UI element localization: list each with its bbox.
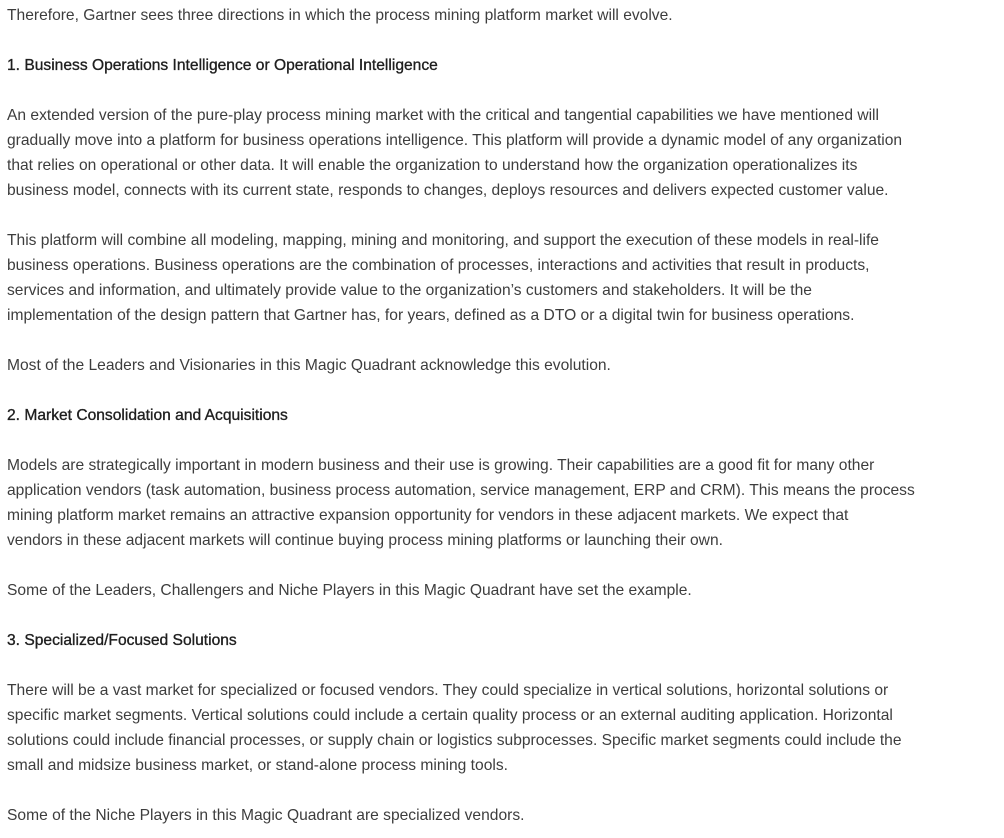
section-1-paragraph-2 bbox=[7, 203, 997, 328]
text-line: solutions could include financial processes, or supply chain or logistics subprocesses. Specific market segments could include the bbox=[7, 732, 902, 749]
text-line: application vendors (task automation, business process automation, service management, ERP and CRM). This means the process bbox=[7, 482, 915, 499]
text-line: Some of the Niche Players in this Magic Quadrant are specialized vendors. bbox=[7, 807, 525, 824]
section-2-paragraph-1 bbox=[7, 428, 997, 553]
text-line: Most of the Leaders and Visionaries in this Magic Quadrant acknowledge this evolution. bbox=[7, 357, 611, 374]
text-line: that relies on operational or other data. It will enable the organization to understand how the organization operationalizes its bbox=[7, 157, 858, 174]
text-line: specific market segments. Vertical solutions could include a certain quality process or an external auditing application. Horizontal bbox=[7, 707, 893, 724]
section-heading-2: 2. Market Consolidation and Acquisitions bbox=[7, 407, 288, 424]
text-line: small and midsize business market, or stand-alone process mining tools. bbox=[7, 757, 508, 774]
text-line: implementation of the design pattern that Gartner has, for years, defined as a DTO or a digital twin for business operations. bbox=[7, 307, 855, 324]
text-line: vendors in these adjacent markets will continue buying process mining platforms or launching their own. bbox=[7, 532, 723, 549]
section-heading-1: 1. Business Operations Intelligence or Operational Intelligence bbox=[7, 57, 438, 74]
text-line: Some of the Leaders, Challengers and Niche Players in this Magic Quadrant have set the example. bbox=[7, 582, 692, 599]
intro-paragraph: Therefore, Gartner sees three directions in which the process mining platform market will evolve. bbox=[7, 7, 673, 24]
text-line: Models are strategically important in modern business and their use is growing. Their capabilities are a good fit for many other bbox=[7, 457, 875, 474]
text-line: An extended version of the pure-play process mining market with the critical and tangential capabilities we have mentioned will bbox=[7, 107, 879, 124]
section-1-paragraph-1 bbox=[7, 78, 997, 203]
text-line: business operations. Business operations are the combination of processes, interactions and activities that result in products, bbox=[7, 257, 870, 274]
text-line: This platform will combine all modeling, mapping, mining and monitoring, and support the execution of these models in real-life bbox=[7, 232, 879, 249]
section-3-paragraph-2 bbox=[7, 778, 997, 828]
text-line: business model, connects with its current state, responds to changes, deploys resources and delivers expected customer value. bbox=[7, 182, 889, 199]
document-body bbox=[7, 0, 997, 828]
text-line: mining platform market remains an attractive expansion opportunity for vendors in these adjacent markets. We expect that bbox=[7, 507, 849, 524]
text-line: gradually move into a platform for business operations intelligence. This platform will provide a dynamic model of any organization bbox=[7, 132, 903, 149]
section-heading-3: 3. Specialized/Focused Solutions bbox=[7, 632, 237, 649]
section-3-paragraph-1 bbox=[7, 653, 997, 778]
section-2-paragraph-2 bbox=[7, 553, 997, 603]
text-line: services and information, and ultimately provide value to the organization’s customers and stakeholders. It will be the bbox=[7, 282, 812, 299]
text-line: There will be a vast market for specialized or focused vendors. They could specialize in vertical solutions, horizontal solutions or bbox=[7, 682, 889, 699]
section-1-paragraph-3 bbox=[7, 328, 997, 378]
